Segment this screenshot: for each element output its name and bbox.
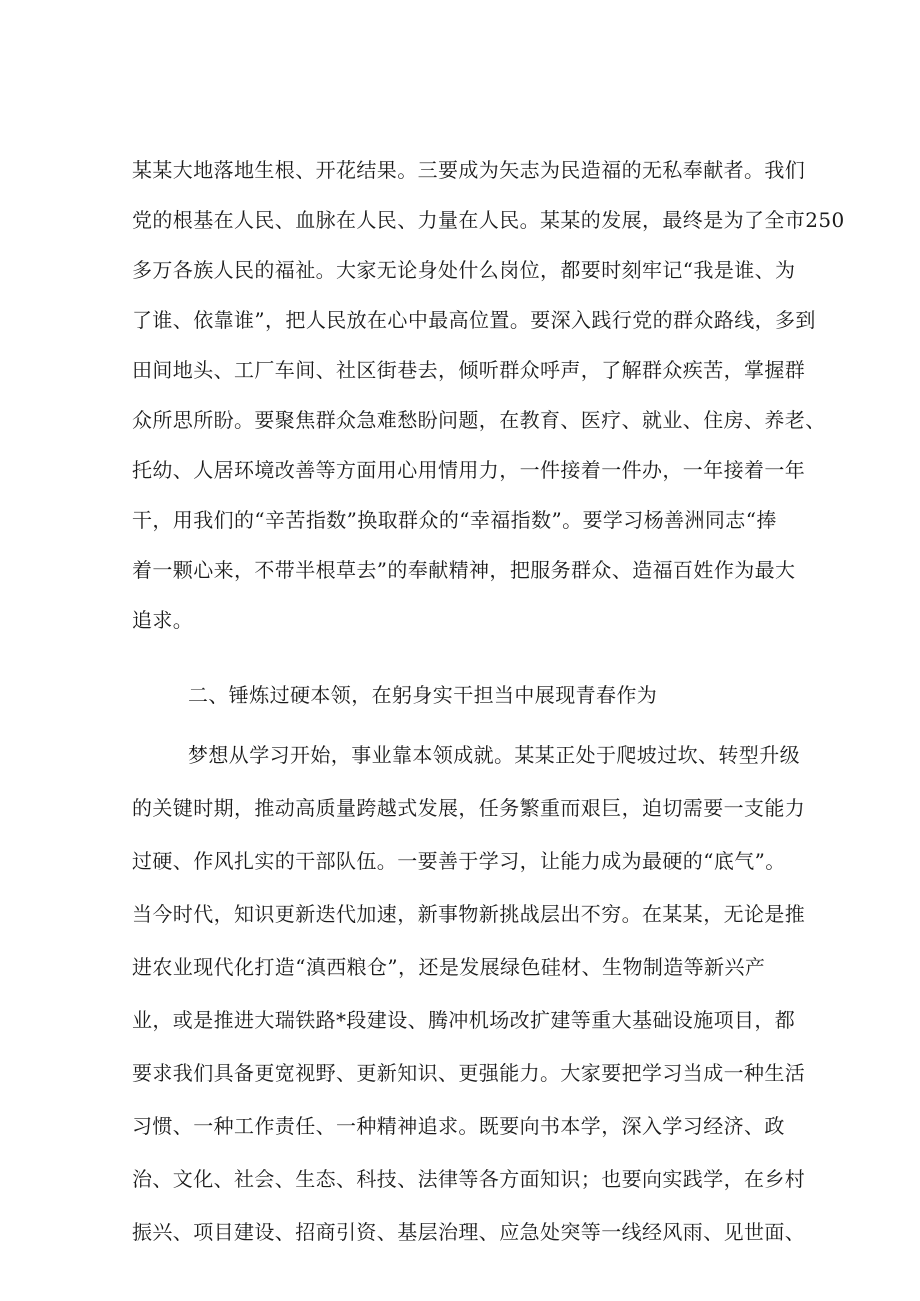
paragraph-line: 着一颗心来，不带半根草去”的奉献精神，把服务群众、造福百姓作为最大 [132,558,796,582]
paragraph-line: 某某大地落地生根、开花结果。三要成为矢志为民造福的无私奉献者。我们 [132,158,806,182]
paragraph-line: 过硬、作风扎实的干部队伍。一要善于学习，让能力成为最硬的“底气”。 [132,849,786,873]
paragraph-line: 的关键时期，推动高质量跨越式发展，任务繁重而艰巨，迫切需要一支能力 [132,796,806,820]
paragraph-line: 干，用我们的“辛苦指数”换取群众的“幸福指数”。要学习杨善洲同志“捧 [132,508,777,532]
paragraph-line: 田间地头、工厂车间、社区街巷去，倾听群众呼声，了解群众疾苦，掌握群 [132,358,806,382]
paragraph-line: 追求。 [132,608,194,632]
paragraph-line: 当今时代，知识更新迭代加速，新事物新挑战层出不穷。在某某，无论是推 [132,902,806,926]
paragraph-line: 众所思所盼。要聚焦群众急难愁盼问题，在教育、医疗、就业、住房、养老、 [132,408,826,432]
paragraph-line: 振兴、项目建设、招商引资、基层治理、应急处突等一线经风雨、见世面、 [132,1220,806,1244]
paragraph-line: 治、文化、社会、生态、科技、法律等各方面知识；也要向实践学，在乡村 [132,1167,806,1191]
paragraph-line: 业，或是推进大瑞铁路*段建设、腾冲机场改扩建等重大基础设施项目，都 [132,1008,796,1032]
paragraph-line: 党的根基在人民、血脉在人民、力量在人民。某某的发展，最终是为了全市250 [132,208,845,232]
paragraph-line: 习惯、一种工作责任、一种精神追求。既要向书本学，深入学习经济、政 [132,1114,785,1138]
paragraph-line: 要求我们具备更宽视野、更新知识、更强能力。大家要把学习当成一种生活 [132,1061,806,1085]
section-heading: 二、锤炼过硬本领，在躬身实干担当中展现青春作为 [188,683,658,707]
paragraph-line: 多万各族人民的福祉。大家无论身处什么岗位，都要时刻牢记“我是谁、为 [132,258,796,282]
paragraph-line: 进农业现代化打造“滇西粮仓”，还是发展绿色硅材、生物制造等新兴产 [132,955,766,979]
paragraph-line: 了谁、依靠谁”，把人民放在心中最高位置。要深入践行党的群众路线，多到 [132,308,816,332]
paragraph-line: 托幼、人居环境改善等方面用心用情用力，一件接着一件办，一年接着一年 [132,458,806,482]
paragraph-line: 梦想从学习开始，事业靠本领成就。某某正处于爬坡过坎、转型升级 [188,743,800,767]
